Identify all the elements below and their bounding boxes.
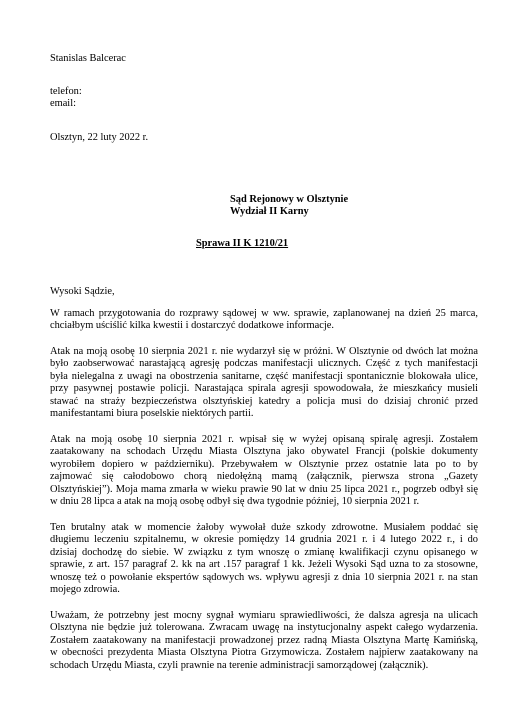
paragraph-line: wnoszę też o powołanie ekspertów sądowych ws. wpływu agresji z dnia 10 sierpnia 2021 r. na stan	[50, 571, 478, 583]
paragraph-line: Olsztyna nie będzie już tolerowana. Zwracam uwagę na instytucjonalny aspekt całego wydarzenia.	[50, 622, 478, 634]
place-date: Olsztyn, 22 luty 2022 r.	[50, 132, 149, 143]
paragraph-line: stawać na straży bezpieczeństwa olsztyńskiej katedry a policja musi do dzisiaj chronić przed	[50, 395, 478, 407]
paragraph-line: dzisiaj dochodzę do siebie. W związku z tym wnoszę o zmianę kwalifikacji czynu opisanego w	[50, 546, 478, 558]
paragraph-line: przy pasywnej postawie policji. Narastająca spirala agresji spowodowała, że mieszkańcy musieli	[50, 383, 478, 395]
phone-label: telefon:	[50, 86, 82, 97]
court-name: Sąd Rejonowy w Olsztynie	[230, 194, 349, 205]
paragraph-line: Atak na moją osobę 10 sierpnia 2021 r. nie wydarzył się w próżni. W Olsztynie od dwóch lat można	[50, 346, 478, 357]
paragraph-line: Olsztyńskiej”). Moja mama zmarła w wieku prawie 90 lat w dniu 25 lipca 2021 r., pogrzeb odbył się	[50, 483, 478, 495]
paragraph-line: sprawie, z art. 157 paragraf 2. kk na art .157 paragraf 1 kk. Jeżeli Wysoki Sąd uzna to za stosowne,	[50, 559, 478, 571]
paragraph-line: w obecności prezydenta Miasta Olsztyna Piotra Grzymowicza. Zostałem najpierw zaatakowany na	[50, 647, 478, 659]
paragraph-line: zajmować się całodobowo chorą niedołężną mamą (załącznik, pierwsza strona „Gazety	[50, 471, 478, 483]
paragraph-line: Atak na moją osobę 10 sierpnia 2021 r. wpisał się w wyżej opisaną spiralę agresji. Zostałem	[50, 434, 478, 445]
paragraph-line: w dniu 28 lipca a atak na moją osobę odbył się dwa tygodnie później, 10 sierpnia 2021 r.	[50, 495, 420, 507]
paragraph-3	[50, 434, 478, 508]
paragraph-line: manifestantami biura poselskie niektórych partii.	[50, 407, 254, 419]
salutation: Wysoki Sądzie,	[50, 286, 115, 297]
paragraph-line: W ramach przygotowania do rozprawy sądowej w ww. sprawie, zaplanowanej na dzień 25 marca,	[50, 308, 478, 319]
paragraph-4	[50, 522, 478, 596]
court-division: Wydział II Karny	[230, 206, 309, 217]
paragraph-line: chciałbym uściślić kilka kwestii i dostarczyć dodatkowe informacje.	[50, 320, 334, 332]
case-reference: Sprawa II K 1210/21	[196, 238, 289, 249]
sender-name: Stanislas Balcerac	[50, 53, 126, 64]
paragraph-line: było zaobserwować narastającą agresję podczas manifestacji ulicznych. Część z tych manifestacji	[50, 358, 478, 370]
email-label: email:	[50, 98, 76, 109]
paragraph-5	[50, 610, 478, 672]
paragraph-line: Uważam, że potrzebny jest mocny sygnał wymiaru sprawiedliwości, że dalsza agresja na ulicach	[50, 610, 478, 621]
paragraph-line: długiemu leczeniu szpitalnemu, w okresie pomiędzy 14 grudnia 2021 r. i 4 lutego 2022 r., i do	[50, 534, 478, 546]
paragraph-line: Ten brutalny atak w momencie żałoby wywołał duże szkody zdrowotne. Musiałem poddać się	[50, 522, 478, 533]
paragraph-1	[50, 308, 478, 333]
paragraph-line: schodach Urzędu Miasta, czyli prawnie na terenie administracji samorządowej (załącznik).	[50, 659, 429, 671]
paragraph-line: wyrobiłem dopiero w październiku). Przebywałem w Olsztynie przez ostatnie lata po to by	[50, 458, 478, 470]
paragraph-line: mojego zdrowia.	[50, 583, 120, 595]
paragraph-line: zaatakowany na schodach Urzędu Miasta Olsztyna jako obywatel Francji (polskie dokumenty	[50, 446, 478, 458]
paragraph-line: Zostałem zaatakowany na manifestacji prowadzonej przez radną Miasta Olsztyna Martę Kamińską,	[50, 634, 478, 646]
paragraph-line: była nielegalna z uwagi na obostrzenia sanitarne, część manifestacji spontanicznie blokowała ulice,	[50, 370, 478, 382]
paragraph-2	[50, 346, 478, 420]
